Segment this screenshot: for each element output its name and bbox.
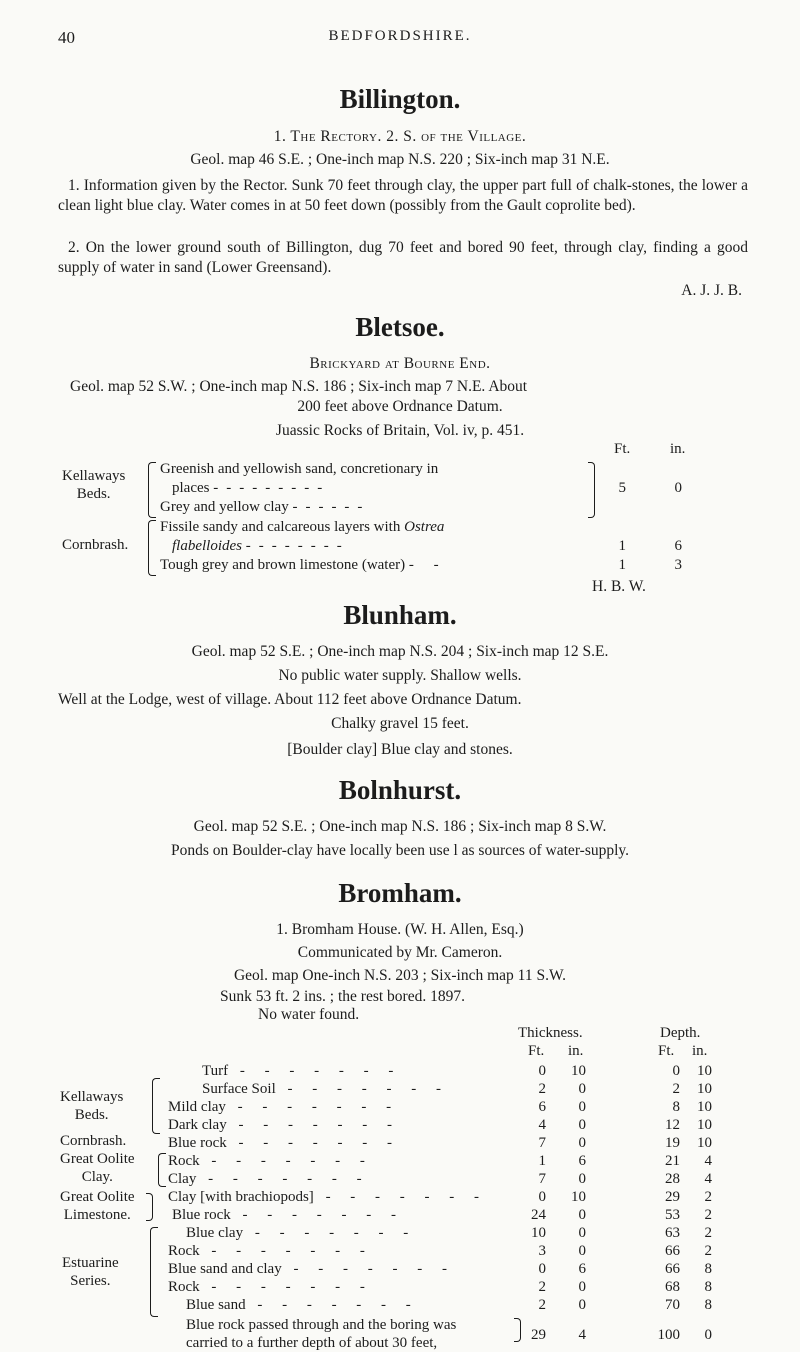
bromham-row-t-ft: 2 <box>538 1081 546 1097</box>
bromham-row-t-in: 0 <box>578 1243 586 1259</box>
bromham-row-d-ft: 12 <box>665 1117 680 1133</box>
bromham-row-d-in: 2 <box>704 1207 712 1223</box>
bromham-row-d-in: 10 <box>697 1099 712 1115</box>
bletsoe-row-12-ft: 5 <box>618 480 626 496</box>
bromham-row-d-in: 10 <box>697 1135 712 1151</box>
bromham-row-t-ft: 10 <box>531 1225 546 1241</box>
bromham-last-d-in: 0 <box>704 1327 712 1343</box>
bromham-row-d-ft: 29 <box>665 1189 680 1205</box>
bromham-row-t-ft: 0 <box>538 1063 546 1079</box>
bromham-group-cornbrash: Cornbrash. <box>60 1133 127 1149</box>
bletsoe-bracket-cornbrash <box>148 520 156 576</box>
bromham-bracket-estuarine <box>150 1227 158 1317</box>
bromham-last-d-ft: 100 <box>657 1327 680 1343</box>
bletsoe-row-12-in: 0 <box>674 480 682 496</box>
bromham-hdr-in-1: in. <box>568 1043 584 1059</box>
bromham-row-label: Rock - - - - - - - <box>168 1243 373 1259</box>
bromham-heading: Bromham. <box>338 878 462 908</box>
bletsoe-row-4-in: 3 <box>674 557 682 573</box>
bromham-row-t-in: 0 <box>578 1279 586 1295</box>
bromham-row-d-ft: 19 <box>665 1135 680 1151</box>
bromham-row-t-ft: 24 <box>531 1207 546 1223</box>
bletsoe-col-in: in. <box>670 441 686 457</box>
bromham-row-d-in: 8 <box>704 1261 712 1277</box>
bromham-last-line-2: carried to a further depth of about 30 feet, <box>186 1335 438 1351</box>
bromham-row-t-ft: 6 <box>538 1099 546 1115</box>
bromham-row-t-in: 10 <box>571 1189 586 1205</box>
bolnhurst-geol-maps: Geol. map 52 S.E. ; One-inch map N.S. 186 ; Six-inch map 8 S.W. <box>193 818 607 835</box>
bromham-row-t-ft: 7 <box>538 1135 546 1151</box>
bletsoe-row-1a: Greenish and yellowish sand, concretionary in <box>160 461 439 477</box>
bletsoe-row-4-ft: 1 <box>618 557 626 573</box>
bromham-row-t-in: 0 <box>578 1207 586 1223</box>
bromham-row-label: Surface Soil - - - - - - - <box>202 1081 449 1097</box>
bromham-row-t-in: 0 <box>578 1117 586 1133</box>
bromham-hdr-in-2: in. <box>692 1043 708 1059</box>
bromham-hdr-ft-2: Ft. <box>658 1043 675 1059</box>
bromham-row-d-ft: 2 <box>672 1081 680 1097</box>
bromham-row-label: Rock - - - - - - - <box>168 1153 373 1169</box>
bolnhurst-line-2: Ponds on Boulder-clay have locally been use l as sources of water-supply. <box>170 842 630 859</box>
bromham-row-d-in: 4 <box>704 1171 712 1187</box>
bromham-row-d-ft: 66 <box>665 1261 680 1277</box>
blunham-line-3: Well at the Lodge, west of village. About 112 feet above Ordnance Datum. <box>58 691 522 708</box>
bromham-brace-great-oolite-limestone <box>146 1193 153 1221</box>
billington-signature: A. J. J. B. <box>681 282 742 299</box>
bromham-row-t-ft: 0 <box>538 1261 546 1277</box>
bromham-row-label: Clay [with brachiopods] - - - - - - - <box>168 1189 488 1205</box>
bletsoe-geol-maps: Geol. map 52 S.W. ; One-inch map N.S. 186 ; Six-inch map 7 N.E. About <box>70 378 528 395</box>
bromham-line-3: Geol. map One-inch N.S. 203 ; Six-inch map 11 S.W. <box>233 967 567 984</box>
bromham-row-label: Blue sand and clay - - - - - - - <box>168 1261 455 1277</box>
bromham-group-great-oolite-limestone: Great Oolite Limestone. <box>60 1189 135 1223</box>
bromham-line-1: 1. Bromham House. (W. H. Allen, Esq.) <box>276 921 524 938</box>
bromham-row-t-ft: 3 <box>538 1243 546 1259</box>
bromham-row-t-ft: 2 <box>538 1297 546 1313</box>
bletsoe-heading: Bletsoe. <box>355 312 445 342</box>
bromham-last-t-in: 4 <box>578 1327 586 1343</box>
bromham-row-t-in: 0 <box>578 1135 586 1151</box>
bromham-group-great-oolite-clay: Great Oolite Clay. <box>60 1151 135 1185</box>
bromham-row-label: Blue sand - - - - - - - <box>186 1297 419 1313</box>
bromham-row-d-in: 8 <box>704 1279 712 1295</box>
bletsoe-row-3-ft: 1 <box>618 538 626 554</box>
bromham-row-d-in: 10 <box>697 1117 712 1133</box>
blunham-line-4: Chalky gravel 15 feet. <box>331 715 469 732</box>
bromham-row-t-in: 0 <box>578 1171 586 1187</box>
bletsoe-signature: H. B. W. <box>592 578 646 595</box>
bromham-row-d-ft: 70 <box>665 1297 680 1313</box>
bromham-group-estuarine: Estuarine Series. <box>62 1255 119 1289</box>
bromham-row-d-in: 10 <box>697 1081 712 1097</box>
bromham-row-d-in: 10 <box>697 1063 712 1079</box>
bromham-row-t-in: 6 <box>578 1261 586 1277</box>
billington-note-2: 2. On the lower ground south of Billington, dug 70 feet and bored 90 feet, through clay, finding a good supply of water in sand (Lower Greensand). <box>58 239 748 276</box>
bromham-row-t-in: 10 <box>571 1063 586 1079</box>
billington-geol-maps: Geol. map 46 S.E. ; One-inch map N.S. 220 ; Six-inch map 31 N.E. <box>190 151 610 168</box>
bletsoe-rbracket <box>588 462 595 518</box>
bromham-row-label: Rock - - - - - - - <box>168 1279 373 1295</box>
bromham-row-d-in: 4 <box>704 1153 712 1169</box>
bromham-hdr-depth: Depth. <box>660 1025 701 1041</box>
bletsoe-row-2: Grey and yellow clay ------ <box>160 499 371 515</box>
bletsoe-subtitle: Brickyard at Bourne End. <box>309 355 491 372</box>
bromham-row-label: Turf - - - - - - - <box>202 1063 402 1079</box>
bromham-row-d-ft: 8 <box>672 1099 680 1115</box>
bromham-row-d-ft: 28 <box>665 1171 680 1187</box>
bromham-last-line-1: Blue rock passed through and the boring was <box>186 1317 457 1333</box>
bromham-line-5: No water found. <box>258 1006 360 1023</box>
bromham-hdr-thickness: Thickness. <box>518 1025 583 1041</box>
bletsoe-datum: 200 feet above Ordnance Datum. <box>297 398 503 415</box>
bromham-row-d-in: 2 <box>704 1225 712 1241</box>
bromham-row-label: Dark clay - - - - - - - <box>168 1117 400 1133</box>
bromham-row-d-in: 8 <box>704 1297 712 1313</box>
bromham-row-t-ft: 1 <box>538 1153 546 1169</box>
billington-heading: Billington. <box>339 84 461 114</box>
blunham-heading: Blunham. <box>343 600 457 630</box>
bromham-row-t-in: 0 <box>578 1225 586 1241</box>
bromham-row-label: Blue rock - - - - - - - <box>168 1135 400 1151</box>
bromham-row-t-in: 0 <box>578 1081 586 1097</box>
bromham-bracket-kellaways <box>152 1078 160 1134</box>
bromham-row-t-in: 0 <box>578 1297 586 1313</box>
bromham-row-d-ft: 68 <box>665 1279 680 1295</box>
bletsoe-row-3b: flabelloides -------- <box>172 538 350 554</box>
bromham-row-t-in: 0 <box>578 1099 586 1115</box>
bromham-row-label: Clay - - - - - - - <box>168 1171 370 1187</box>
bromham-row-label: Blue clay - - - - - - - <box>186 1225 417 1241</box>
bromham-row-t-ft: 2 <box>538 1279 546 1295</box>
bletsoe-row-4: Tough grey and brown limestone (water) - - <box>160 557 447 573</box>
bromham-row-d-in: 2 <box>704 1189 712 1205</box>
bromham-row-t-in: 6 <box>578 1153 586 1169</box>
bromham-row-label: Mild clay - - - - - - - <box>168 1099 400 1115</box>
bletsoe-row-1b: places --------- <box>172 480 331 496</box>
bletsoe-col-ft: Ft. <box>614 441 631 457</box>
bromham-line-4: Sunk 53 ft. 2 ins. ; the rest bored. 1897. <box>220 988 465 1005</box>
bromham-last-t-ft: 29 <box>531 1327 546 1343</box>
bletsoe-group-kellaways: Kellaways Beds. <box>62 468 126 502</box>
bromham-row-t-ft: 7 <box>538 1171 546 1187</box>
blunham-geol-maps: Geol. map 52 S.E. ; One-inch map N.S. 204 ; Six-inch map 12 S.E. <box>191 643 609 660</box>
bromham-group-kellaways: Kellaways Beds. <box>60 1089 124 1123</box>
blunham-line-2: No public water supply. Shallow wells. <box>278 667 522 684</box>
billington-sites: 1. The Rectory. 2. S. of the Village. <box>273 128 527 145</box>
bromham-hdr-ft-1: Ft. <box>528 1043 545 1059</box>
bromham-row-d-ft: 21 <box>665 1153 680 1169</box>
bromham-line-2: Communicated by Mr. Cameron. <box>297 944 503 961</box>
blunham-line-5: [Boulder clay] Blue clay and stones. <box>287 741 513 758</box>
page-number: 40 <box>58 28 75 47</box>
running-head <box>58 28 742 50</box>
billington-note-1: 1. Information given by the Rector. Sunk 70 feet through clay, the upper part full of chalk-stones, the lower a clean light blue clay. Water comes in at 50 feet down (possibly from the Gault coprolite bed). <box>58 177 748 214</box>
running-title: BEDFORDSHIRE. <box>328 28 472 44</box>
bromham-row-t-ft: 4 <box>538 1117 546 1133</box>
bletsoe-row-3-in: 6 <box>674 538 682 554</box>
bromham-row-d-ft: 63 <box>665 1225 680 1241</box>
bletsoe-group-cornbrash: Cornbrash. <box>62 537 129 553</box>
bromham-row-label: Blue rock - - - - - - - <box>172 1207 404 1223</box>
bletsoe-bracket-kellaways <box>148 462 156 518</box>
bromham-row-t-ft: 0 <box>538 1189 546 1205</box>
bromham-row-d-ft: 53 <box>665 1207 680 1223</box>
bromham-row-d-ft: 0 <box>672 1063 680 1079</box>
bolnhurst-heading: Bolnhurst. <box>338 775 462 805</box>
bromham-row-d-in: 2 <box>704 1243 712 1259</box>
bromham-bracket-great-oolite-clay <box>158 1153 166 1187</box>
bletsoe-reference: Juassic Rocks of Britain, Vol. iv, p. 451. <box>275 422 525 439</box>
bromham-row-d-ft: 66 <box>665 1243 680 1259</box>
bletsoe-row-3a: Fissile sandy and calcareous layers with Ostrea <box>160 519 445 535</box>
